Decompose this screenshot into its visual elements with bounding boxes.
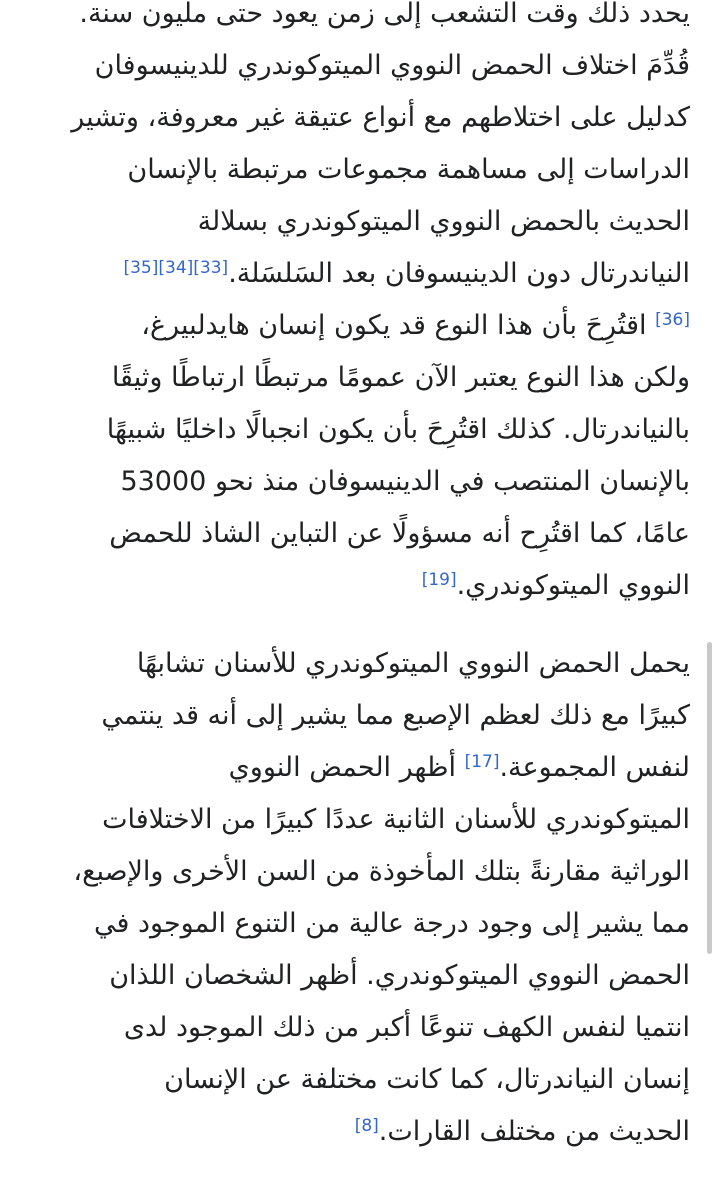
text-line <box>30 404 690 456</box>
line-number-text: 53000 <box>120 466 207 497</box>
line-text: الدراسات إلى مساهمة مجموعات مرتبطة بالإنسان <box>127 154 690 185</box>
citation-link[interactable]: [36] <box>655 310 690 330</box>
text-line <box>30 1054 690 1106</box>
line-text: النياندرتال دون الدينيسوفان بعد السَلسَلة. <box>228 258 690 289</box>
citation-link[interactable]: [34] <box>158 258 194 278</box>
text-line <box>30 352 690 404</box>
line-text: بالنياندرتال. كذلك اقتُرِحَ بأن يكون انجبالًا داخليًا شبيهًا <box>106 414 690 445</box>
text-line <box>30 248 690 300</box>
paragraph-2 <box>30 638 690 1158</box>
text-line <box>30 560 690 612</box>
line-text: الحديث بالحمض النووي الميتوكوندري بسلالة <box>197 206 690 237</box>
line-text: بالإنسان المنتصب في الدينيسوفان منذ نحو <box>206 466 690 497</box>
line-text: أظهر الحمض النووي <box>228 752 465 783</box>
text-line <box>30 300 690 352</box>
text-line <box>30 92 690 144</box>
line-text: عامًا، كما اقتُرِح أنه مسؤولًا عن التباين الشاذ للحمض <box>109 518 690 549</box>
line-text: الوراثية مقارنةً بتلك المأخوذة من السن الأخرى والإصبع، <box>73 856 690 887</box>
line-text: الميتوكوندري للأسنان الثانية عددًا كبيرًا من الاختلافات <box>102 804 690 835</box>
line-text: قُدِّمَ اختلاف الحمض النووي الميتوكوندري للدينيسوفان <box>94 50 690 81</box>
text-line <box>30 794 690 846</box>
citation-link[interactable]: [8] <box>354 1116 379 1136</box>
line-text: كدليل على اختلاطهم مع أنواع عتيقة غير معروفة، وتشير <box>71 102 690 133</box>
text-line <box>30 690 690 742</box>
citation-link[interactable]: [19] <box>421 570 457 590</box>
citation-link[interactable]: [35] <box>123 258 159 278</box>
text-line <box>30 196 690 248</box>
line-text: مما يشير إلى وجود درجة عالية من التنوع الموجود في <box>94 908 690 939</box>
text-line <box>30 144 690 196</box>
vertical-scrollbar[interactable] <box>707 642 712 954</box>
citation-link[interactable]: [17] <box>464 752 500 772</box>
text-line <box>30 846 690 898</box>
text-line <box>30 638 690 690</box>
text-line <box>30 1002 690 1054</box>
text-line <box>30 40 690 92</box>
line-text: انتميا لنفس الكهف تنوعًا أكبر من ذلك الموجود لدى <box>123 1012 690 1043</box>
line-text: اقتُرِحَ بأن هذا النوع قد يكون إنسان هايدلبيرغ، <box>141 310 656 341</box>
line-text: ولكن هذا النوع يعتبر الآن عمومًا مرتبطًا ارتباطًا وثيقًا <box>111 362 690 393</box>
text-line <box>30 742 690 794</box>
line-text: الحمض النووي الميتوكوندري. أظهر الشخصان اللذان <box>109 960 690 991</box>
text-line <box>30 898 690 950</box>
text-line <box>30 950 690 1002</box>
text-line <box>30 456 690 508</box>
line-text: يحدد ذلك وقت التشعب إلى زمن يعود حتى مليون سنة. <box>79 0 690 29</box>
line-text: لنفس المجموعة. <box>499 752 690 783</box>
line-text: إنسان النياندرتال، كما كانت مختلفة عن الإنسان <box>164 1064 690 1095</box>
citation-link[interactable]: [33] <box>193 258 229 278</box>
text-line <box>30 0 690 40</box>
line-text: كبيرًا مع ذلك لعظم الإصبع مما يشير إلى أنه قد ينتمي <box>101 700 690 731</box>
line-text: يحمل الحمض النووي الميتوكوندري للأسنان تشابهًا <box>136 648 690 679</box>
line-text: النووي الميتوكوندري. <box>456 570 690 601</box>
text-line <box>30 508 690 560</box>
text-line <box>30 1106 690 1158</box>
line-text: الحديث من مختلف القارات. <box>378 1116 690 1147</box>
paragraph-1 <box>30 0 690 612</box>
